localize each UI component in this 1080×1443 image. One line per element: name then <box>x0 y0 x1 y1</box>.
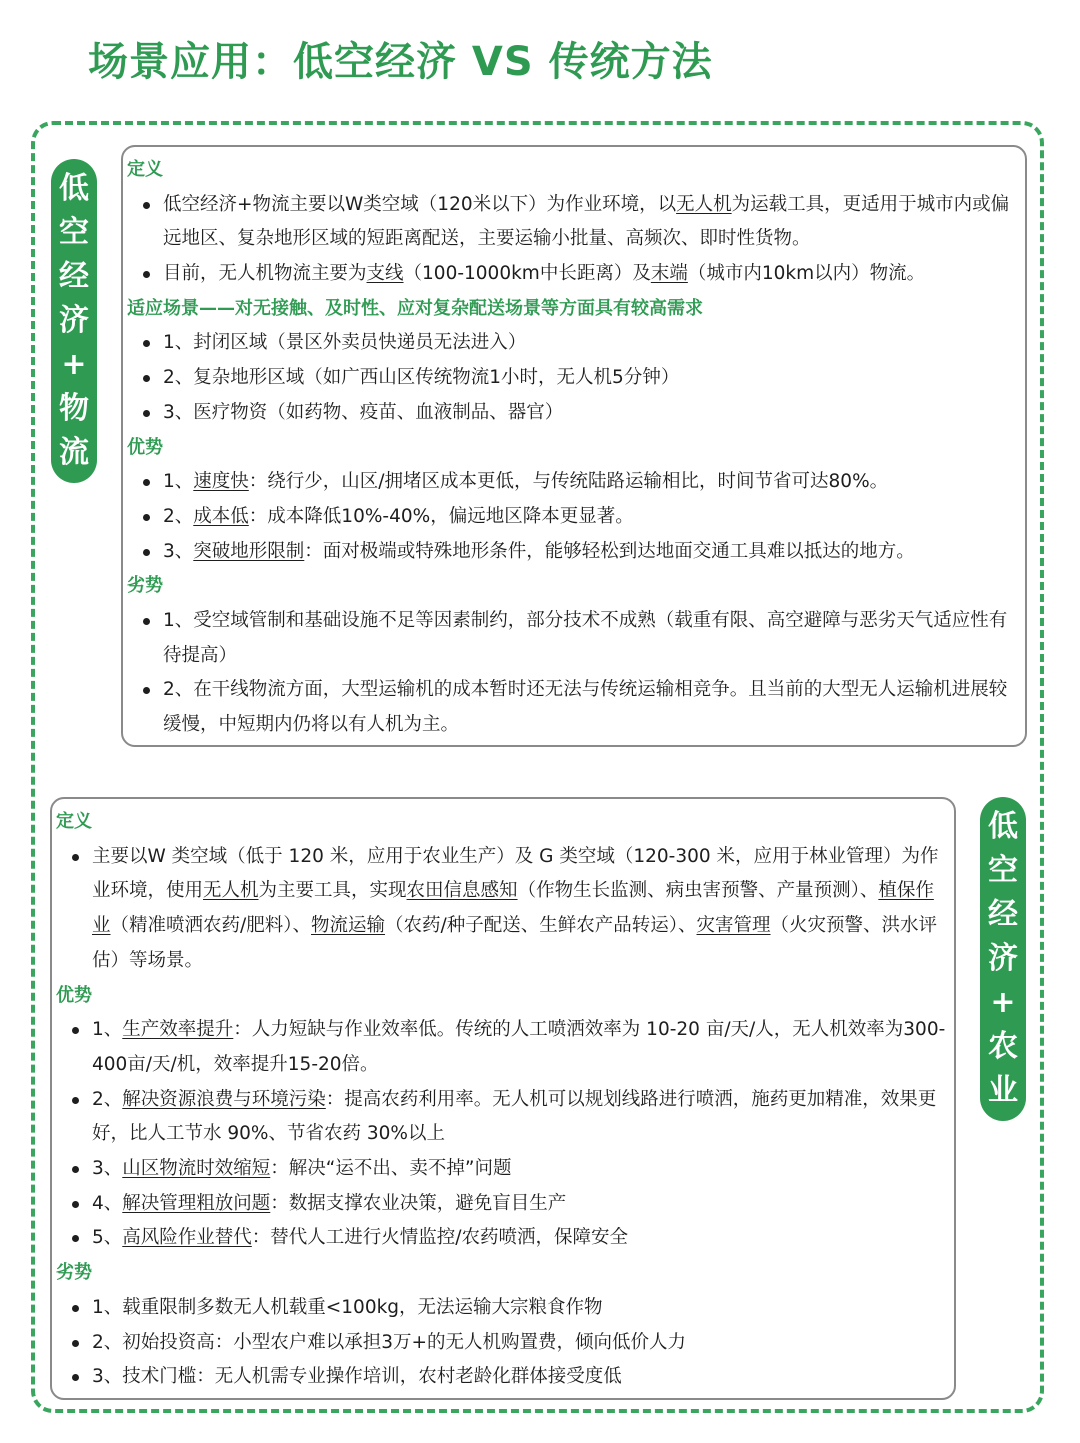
list-item: 3、突破地形限制：面对极端或特殊地形条件，能够轻松到达地面交通工具难以抵达的地方。 <box>127 535 1025 570</box>
list-item: 1、封闭区域（景区外卖员快递员无法进入） <box>127 326 1025 361</box>
label-char: 济 <box>59 303 89 338</box>
list-item: 2、成本低：成本降低10%-40%，偏远地区降本更显著。 <box>127 500 1025 535</box>
advantages-heading: 优势 <box>127 436 163 458</box>
label-char: 流 <box>59 435 89 470</box>
advantages-heading: 优势 <box>56 984 92 1006</box>
list-item: 目前，无人机物流主要为支线（100-1000km中长距离）及末端（城市内10km以内）物流。 <box>127 257 1025 292</box>
label-char: 经 <box>59 259 89 294</box>
page-title: 场景应用：低空经济 VS 传统方法 <box>88 39 713 85</box>
disadvantages-heading: 劣势 <box>127 575 163 597</box>
scenes-heading: 适应场景——对无接触、及时性、应对复杂配送场景等方面具有较高需求 <box>127 297 703 319</box>
list-item: 1、受空域管制和基础设施不足等因素制约，部分技术不成熟（载重有限、高空避障与恶劣天气适应性有待提高） <box>127 604 1025 673</box>
list-item: 4、解决管理粗放问题：数据支撑农业决策，避免盲目生产 <box>56 1187 954 1222</box>
disadvantages-list <box>127 604 1025 743</box>
scenes-list <box>127 326 1025 430</box>
agriculture-label <box>980 797 1026 1121</box>
label-char: 济 <box>988 941 1018 976</box>
disadvantages-list <box>56 1291 954 1395</box>
label-char: 业 <box>988 1073 1018 1108</box>
list-item: 2、初始投资高：小型农户难以承担3万+的无人机购置费，倾向低价人力 <box>56 1326 954 1361</box>
label-char: + <box>990 985 1016 1020</box>
label-char: 物 <box>59 391 89 426</box>
list-item: 3、技术门槛：无人机需专业操作培训，农村老龄化群体接受度低 <box>56 1360 954 1395</box>
list-item: 1、载重限制多数无人机载重<100kg，无法运输大宗粮食作物 <box>56 1291 954 1326</box>
list-item: 1、生产效率提升：人力短缺与作业效率低。传统的人工喷洒效率为 10-20 亩/天/人，无人机效率为300-400亩/天/机，效率提升15-20倍。 <box>56 1013 954 1082</box>
advantages-list <box>127 465 1025 569</box>
label-char: 低 <box>59 171 89 206</box>
definition-list <box>56 840 954 979</box>
list-item: 主要以W 类空域（低于 120 米，应用于农业生产）及 G 类空域（120-300 米，应用于林业管理）为作业环境，使用无人机为主要工具，实现农田信息感知（作物生长监测、病虫害预警、产量预测）、植保作业（精准喷洒农药/肥料）、物流运输（农药/种子配送、生鲜农产品转运）、灾害管理（火灾预警、洪水评估）等场景。 <box>56 840 954 979</box>
agriculture-card <box>50 797 956 1400</box>
advantages-list <box>56 1013 954 1256</box>
logistics-label <box>51 159 97 483</box>
list-item: 1、速度快：绕行少，山区/拥堵区成本更低，与传统陆路运输相比，时间节省可达80%。 <box>127 465 1025 500</box>
list-item: 低空经济+物流主要以W类空域（120米以下）为作业环境，以无人机为运载工具，更适用于城市内或偏远地区、复杂地形区域的短距离配送，主要运输小批量、高频次、即时性货物。 <box>127 188 1025 257</box>
label-char: 经 <box>988 897 1018 932</box>
definition-list <box>127 188 1025 292</box>
list-item: 5、高风险作业替代：替代人工进行火情监控/农药喷洒，保障安全 <box>56 1221 954 1256</box>
list-item: 2、复杂地形区域（如广西山区传统物流1小时，无人机5分钟） <box>127 361 1025 396</box>
disadvantages-heading: 劣势 <box>56 1262 92 1284</box>
list-item: 3、医疗物资（如药物、疫苗、血液制品、器官） <box>127 396 1025 431</box>
logistics-card <box>121 145 1027 747</box>
label-char: 空 <box>59 215 89 250</box>
list-item: 2、解决资源浪费与环境污染：提高农药利用率。无人机可以规划线路进行喷洒，施药更加精准，效果更好，比人工节水 90%、节省农药 30%以上 <box>56 1083 954 1152</box>
list-item: 3、山区物流时效缩短：解决“运不出、卖不掉”问题 <box>56 1152 954 1187</box>
label-char: 空 <box>988 853 1018 888</box>
definition-heading: 定义 <box>56 811 92 832</box>
definition-heading: 定义 <box>127 159 163 180</box>
label-char: + <box>61 347 87 382</box>
label-char: 低 <box>988 809 1018 844</box>
list-item: 2、在干线物流方面，大型运输机的成本暂时还无法与传统运输相竞争。且当前的大型无人运输机进展较缓慢，中短期内仍将以有人机为主。 <box>127 673 1025 742</box>
label-char: 农 <box>988 1029 1018 1064</box>
